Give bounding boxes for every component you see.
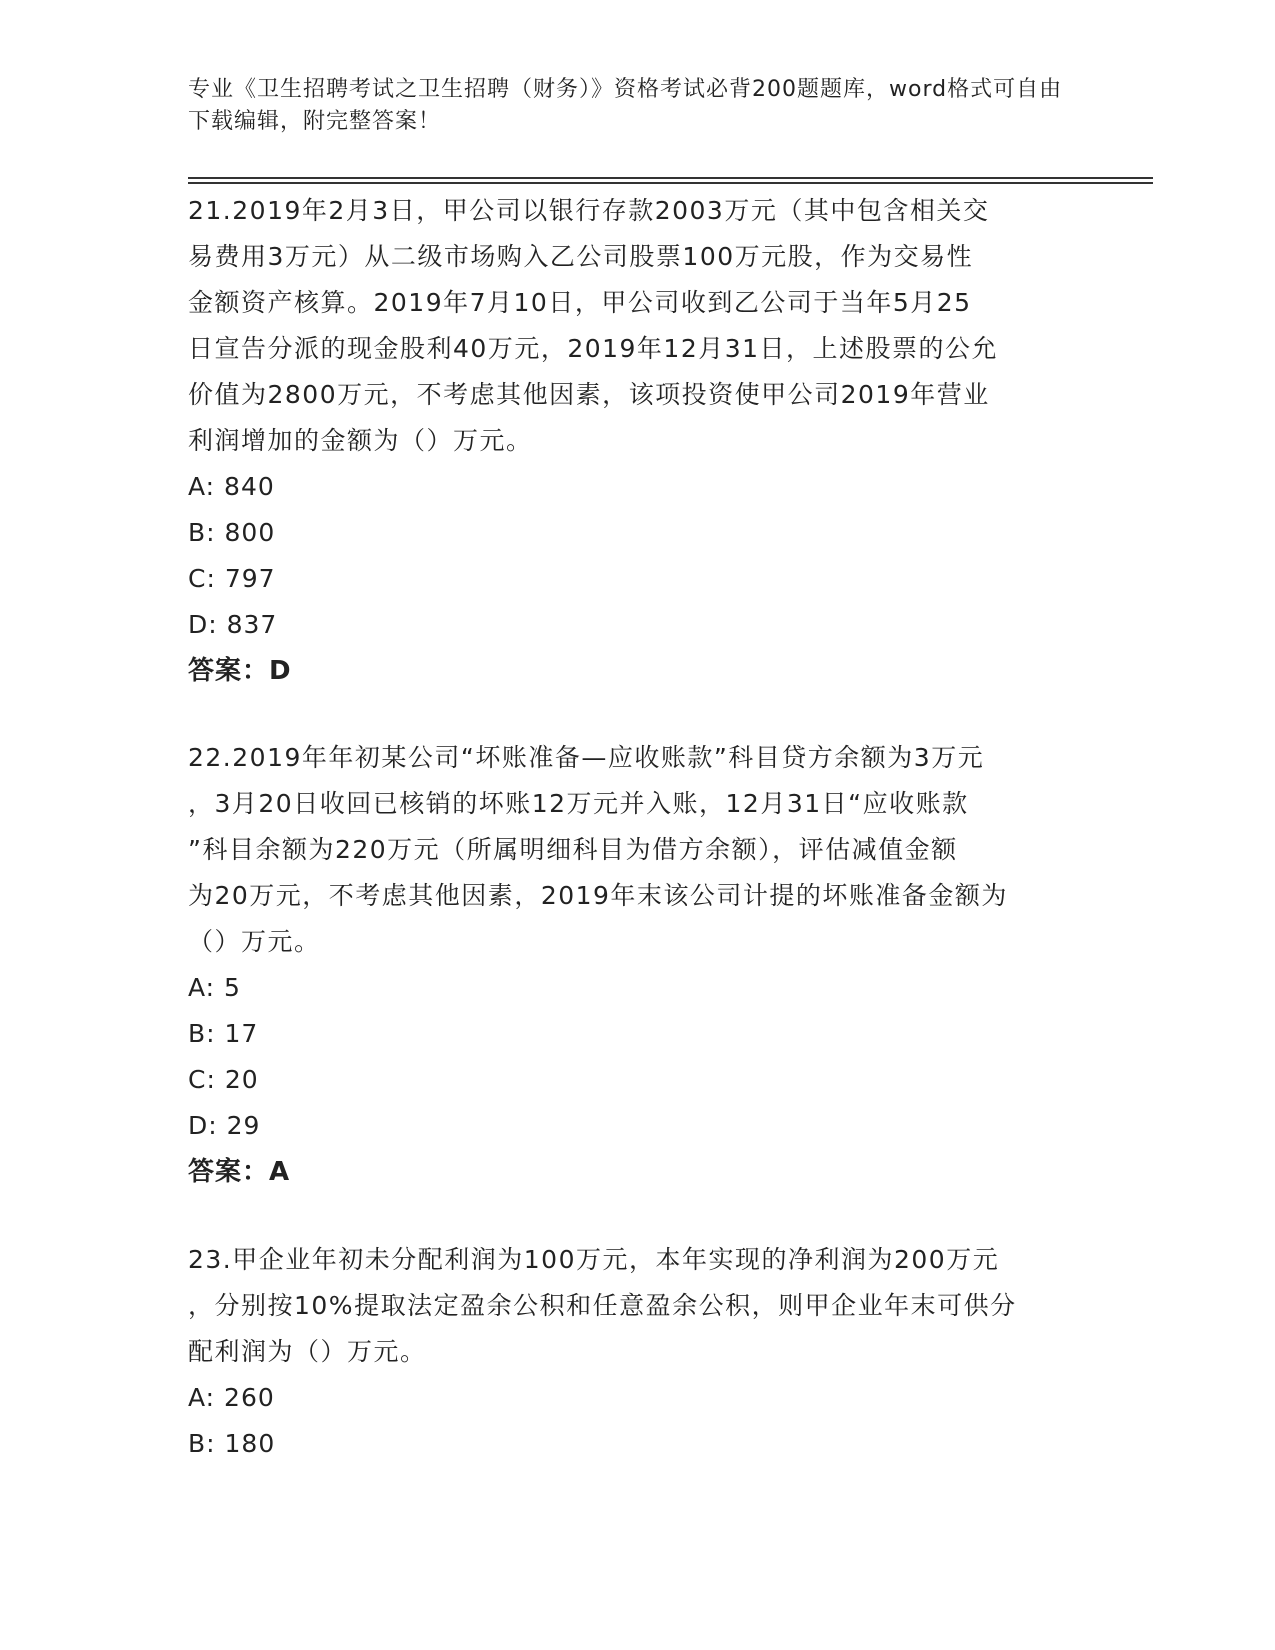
question-stem: 23.甲企业年初未分配利润为100万元，本年实现的净利润为200万元 ，分别按10%提取法定盈余公积和任意盈余公积，则甲企业年末可供分 配利润为（）万元。 [188,1245,1017,1366]
question-stem: 22.2019年年初某公司“坏账准备—应收账款”科目贷方余额为3万元 ，3月20日收回已核销的坏账12万元并入账，12月31日“应收账款 ”科目余额为220万元（所属明细科目为借方余额），评估减值金额 为20万元，不考虑其他因素，2019年末该公司计提的坏账准备金额为 （）万元。 [188,743,1008,956]
option-a: A: 260 [188,1383,275,1412]
option-d: D: 29 [188,1111,261,1140]
option-c: C: 20 [188,1065,259,1094]
document-header: 专业《卫生招聘考试之卫生招聘（财务）》资格考试必背200题题库，word格式可自由下载编辑，附完整答案！ [188,77,1063,134]
header-divider [188,182,1153,184]
question-23 [188,1237,1088,1467]
option-a: A: 840 [188,472,275,501]
question-stem: 21.2019年2月3日，甲公司以银行存款2003万元（其中包含相关交 易费用3万元）从二级市场购入乙公司股票100万元股，作为交易性 金额资产核算。2019年7月10日，甲公司收到乙公司于当年5月25 日宣告分派的现金股利40万元，2019年12月31日，上述股票的公允 价值为2800万元，不考虑其他因素，该项投资使甲公司2019年营业 利润增加的金额为（）万元。 [188,196,999,455]
question-21 [188,188,1088,694]
option-b: B: 180 [188,1429,276,1458]
option-b: B: 800 [188,518,276,547]
answer-line: 答案：A [188,1157,291,1187]
option-c: C: 797 [188,564,276,593]
option-d: D: 837 [188,610,278,639]
question-22 [188,735,1088,1195]
option-a: A: 5 [188,973,241,1002]
header-divider [188,177,1153,179]
answer-line: 答案：D [188,656,292,686]
option-b: B: 17 [188,1019,259,1048]
